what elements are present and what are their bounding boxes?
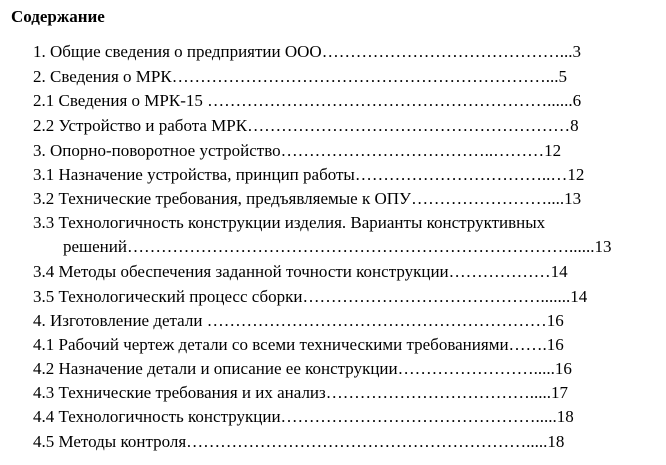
- toc-entry-4-3: 4.3 Технические требования и их анализ……………………………….....17: [33, 383, 568, 402]
- toc-entry-2-2: 2.2 Устройство и работа МРК…………………………………………………8: [33, 116, 579, 135]
- toc-entry-3-4: 3.4 Методы обеспечения заданной точности конструкции………………14: [33, 262, 568, 281]
- toc-title: Содержание: [11, 7, 105, 26]
- toc-entry-3: 3. Опорно-поворотное устройство………………………………..………12: [33, 141, 562, 160]
- toc-entry-3-3: 3.3 Технологичность конструкции изделия. Варианты конструктивных: [33, 213, 546, 232]
- toc-entry-1: 1. Общие сведения о предприятии ООО……………………………………...3: [33, 42, 581, 61]
- toc-entry-4-5: 4.5 Методы контроля…………………………………………………….....18: [33, 432, 565, 451]
- toc-entry-3-1: 3.1 Назначение устройства, принцип работы……………………………..…12: [33, 165, 585, 184]
- toc-entry-2: 2. Сведения о МРК…………………………………………………………...5: [33, 67, 567, 86]
- toc-entry-4: 4. Изготовление детали ……………………………………………………16: [33, 311, 564, 330]
- toc-entry-4-2: 4.2 Назначение детали и описание ее конструкции…………………….....16: [33, 359, 572, 378]
- toc-entry-3-3-continued: решений……………………………………………………………………......13: [63, 237, 612, 256]
- toc-entry-4-4: 4.4 Технологичность конструкции……………………………………….....18: [33, 407, 574, 426]
- toc-entry-4-1: 4.1 Рабочий чертеж детали со всеми техническими требованиями…….16: [33, 335, 564, 354]
- toc-entry-3-2: 3.2 Технические требования, предъявляемые к ОПУ……………………....13: [33, 189, 582, 208]
- toc-entry-3-5: 3.5 Технологический процесс сборки…………………………………….......14: [33, 287, 588, 306]
- toc-entry-2-1: 2.1 Сведения о МРК-15 ……………………………………………………......6: [33, 91, 582, 110]
